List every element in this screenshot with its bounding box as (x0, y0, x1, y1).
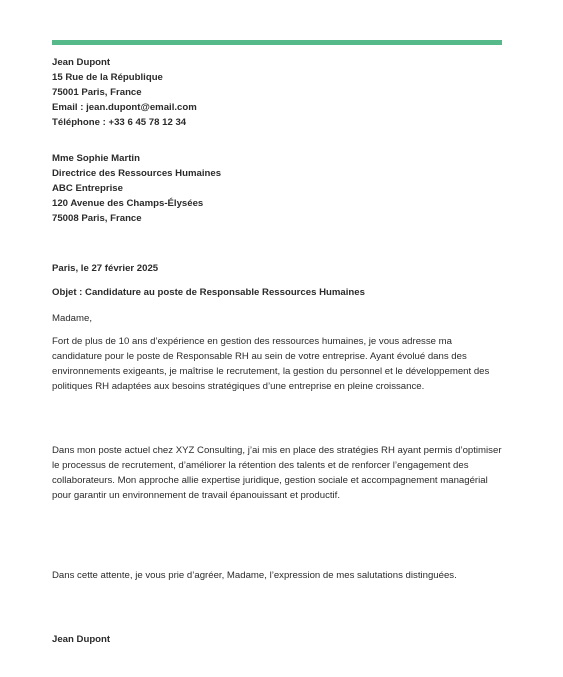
sender-phone: Téléphone : +33 6 45 78 12 34 (52, 117, 187, 128)
recipient-name: Mme Sophie Martin (52, 153, 140, 164)
accent-bar (52, 40, 502, 45)
letter-date: Paris, le 27 février 2025 (52, 263, 159, 274)
letter-subject: Objet : Candidature au poste de Responsable Ressources Humaines (52, 287, 365, 298)
closing-paragraph (52, 568, 504, 583)
salutation: Madame, (52, 313, 92, 324)
body-paragraph-1-text: Fort de plus de 10 ans d’expérience en gestion des ressources humaines, je vous adresse ma candidature pour le poste de Responsable RH au sein de votre entreprise. Ayant évolué dans des environnements exigeants, je maîtrise le recrutement, la gestion du personnel et le développement des politiques RH adaptées aux besoins stratégiques d’une entreprise en pleine croissance. (52, 336, 490, 392)
body-paragraph-2 (52, 443, 504, 503)
sender-street: 15 Rue de la République (52, 72, 163, 83)
recipient-address (52, 151, 504, 226)
sender-name: Jean Dupont (52, 57, 111, 68)
recipient-company: ABC Entreprise (52, 183, 123, 194)
signature: Jean Dupont (52, 634, 111, 645)
recipient-city: 75008 Paris, France (52, 213, 142, 224)
recipient-title: Directrice des Ressources Humaines (52, 168, 222, 179)
body-paragraph-2-text: Dans mon poste actuel chez XYZ Consulting, j’ai mis en place des stratégies RH ayant permis d’optimiser le processus de recrutement, d’améliorer la rétention des talents et de renforcer l’engagement des collaborateurs. Mon approche allie expertise juridique, gestion sociale et accompagnement managérial pour garantir un environnement de travail épanouissant et productif. (52, 445, 502, 501)
sender-email: Email : jean.dupont@email.com (52, 102, 197, 113)
closing-paragraph-text: Dans cette attente, je vous prie d’agréer, Madame, l’expression de mes salutations distinguées. (52, 570, 457, 581)
body-paragraph-1 (52, 334, 504, 394)
recipient-street: 120 Avenue des Champs-Élysées (52, 198, 204, 209)
sender-city: 75001 Paris, France (52, 87, 142, 98)
sender-address (52, 55, 504, 130)
